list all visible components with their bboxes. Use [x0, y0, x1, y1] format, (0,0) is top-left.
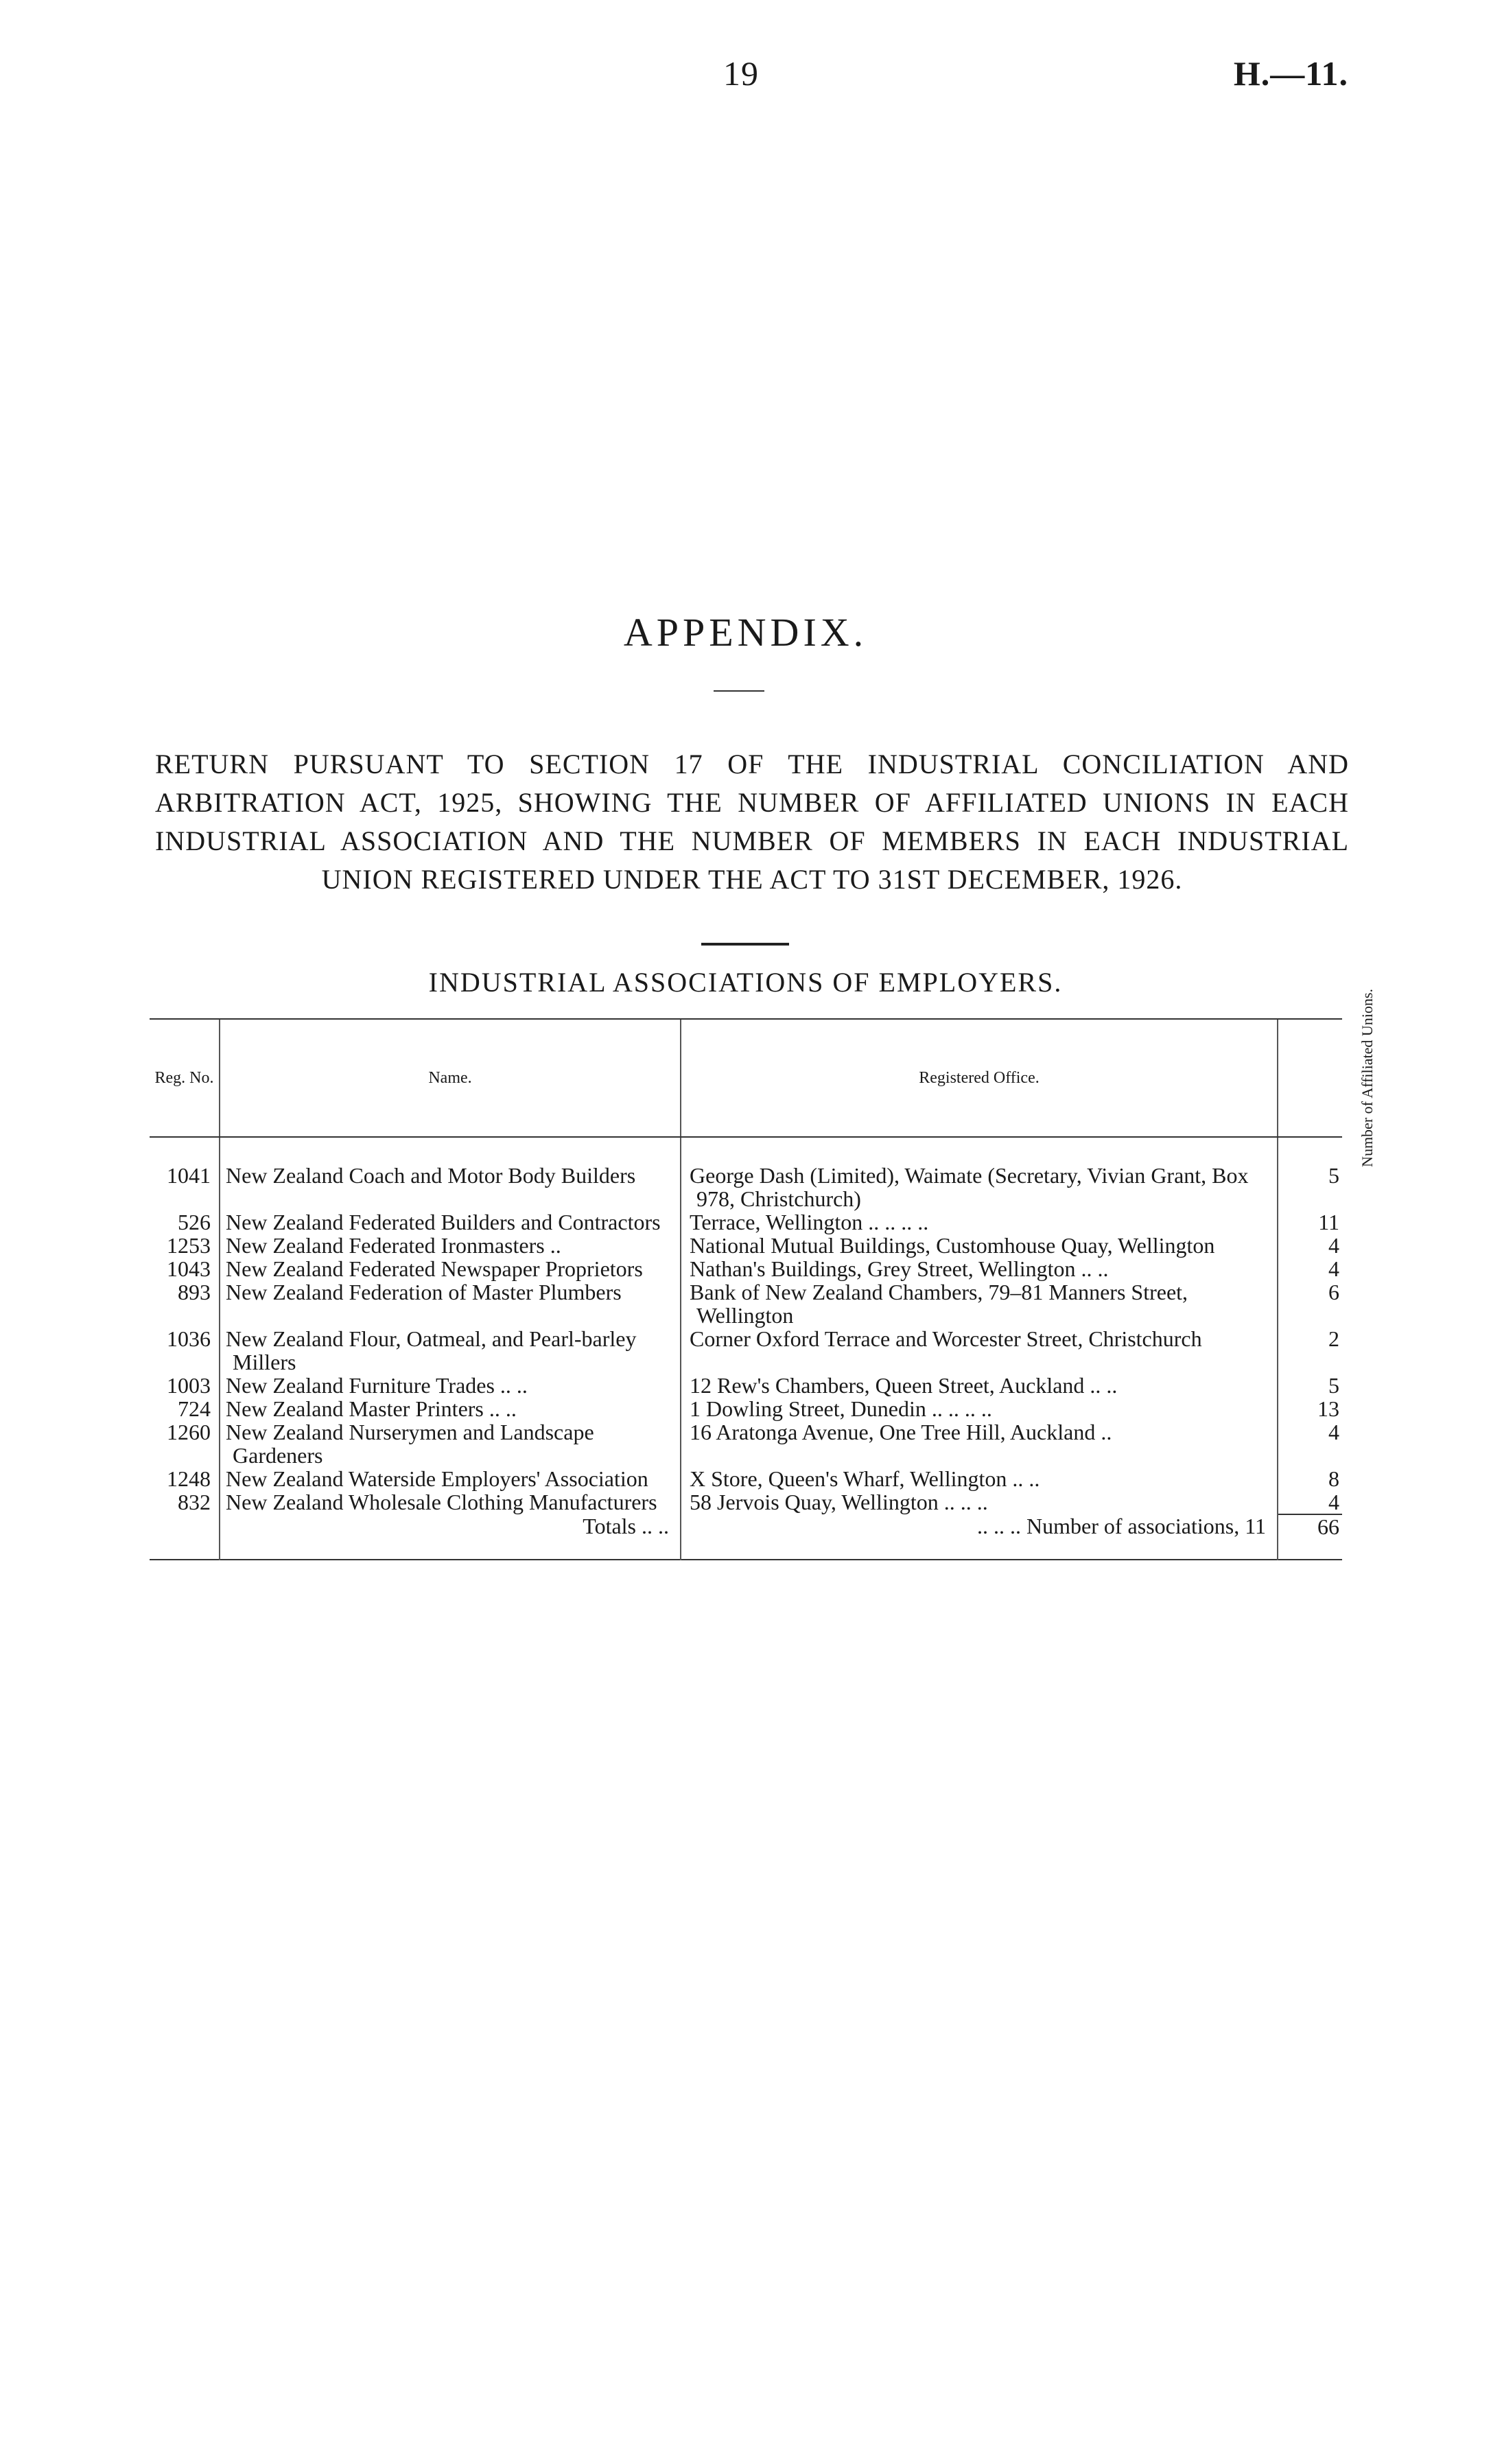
association-name: New Zealand Flour, Oatmeal, and Pearl-barley Millers: [220, 1327, 681, 1374]
affiliated-unions: 13: [1278, 1397, 1342, 1420]
reg-no: 526: [178, 1210, 211, 1234]
reg-no: 1043: [167, 1256, 211, 1281]
registered-office: 1 Dowling Street, Dunedin .. .. .. ..: [681, 1397, 1278, 1420]
association-name: New Zealand Coach and Motor Body Builders: [220, 1137, 681, 1210]
association-name: New Zealand Federation of Master Plumbers: [220, 1280, 681, 1327]
registered-office: George Dash (Limited), Waimate (Secretary, Vivian Grant, Box 978, Christchurch): [681, 1137, 1278, 1210]
association-name: New Zealand Nurserymen and Landscape Gardeners: [220, 1420, 681, 1467]
association-name: New Zealand Furniture Trades .. ..: [220, 1374, 681, 1397]
header-affiliated-label: Number of Affiliated Unions.: [1358, 989, 1376, 1167]
table-row: [150, 1257, 1342, 1280]
table-row: [150, 1137, 1342, 1210]
reg-no: 724: [178, 1396, 211, 1421]
totals-row: [150, 1514, 1342, 1560]
registered-office: Bank of New Zealand Chambers, 79–81 Manners Street, Wellington: [681, 1280, 1278, 1327]
reg-no: 1260: [167, 1420, 211, 1444]
totals-label: Totals .. ..: [220, 1514, 681, 1560]
reg-no: 1248: [167, 1466, 211, 1491]
header-affiliated-unions: [1278, 989, 1376, 1167]
reg-no: 1041: [167, 1163, 211, 1188]
registered-office: 58 Jervois Quay, Wellington .. .. ..: [681, 1490, 1278, 1514]
registered-office: Nathan's Buildings, Grey Street, Wellington .. ..: [681, 1257, 1278, 1280]
reg-no: 893: [178, 1280, 211, 1304]
registered-office: 12 Rew's Chambers, Queen Street, Auckland .. ..: [681, 1374, 1278, 1397]
association-name: New Zealand Master Printers .. ..: [220, 1397, 681, 1420]
associations-table: [150, 989, 1376, 1560]
header-reg-no: Reg. No.: [150, 1019, 220, 1137]
table-row: [150, 1420, 1342, 1467]
reg-no: 1253: [167, 1233, 211, 1258]
affiliated-unions: 4: [1278, 1420, 1342, 1467]
registered-office: Terrace, Wellington .. .. .. ..: [681, 1210, 1278, 1234]
affiliated-unions: 5: [1278, 1137, 1342, 1210]
association-name: New Zealand Federated Builders and Contractors: [220, 1210, 681, 1234]
affiliated-unions: 8: [1278, 1467, 1342, 1490]
affiliated-unions: 4: [1278, 1234, 1342, 1257]
reg-no: 1036: [167, 1326, 211, 1351]
section-title: INDUSTRIAL ASSOCIATIONS OF EMPLOYERS.: [428, 967, 1063, 998]
table-row: [150, 1467, 1342, 1490]
affiliated-unions: 4: [1278, 1490, 1342, 1514]
table-header-row: [150, 1019, 1342, 1137]
header-name: Name.: [220, 1019, 681, 1137]
return-heading: RETURN PURSUANT TO SECTION 17 OF THE INDUSTRIAL CONCILIATION AND ARBITRATION ACT, 1925, SHOWING THE NUMBER OF AFFILIATED UNIONS IN EACH INDUSTRIAL ASSOCIATION AND THE NUMBER OF MEMBERS IN EACH INDUSTRIAL UNION REGISTERED UNDER THE ACT TO 31ST DECEMBER, 1926.: [155, 749, 1349, 895]
registered-office: National Mutual Buildings, Customhouse Quay, Wellington: [681, 1234, 1278, 1257]
affiliated-unions: 5: [1278, 1374, 1342, 1397]
totals-office: .. .. .. Number of associations, 11: [681, 1514, 1278, 1560]
association-name: New Zealand Federated Ironmasters ..: [220, 1234, 681, 1257]
registered-office: X Store, Queen's Wharf, Wellington .. ..: [681, 1467, 1278, 1490]
table-row: [150, 1280, 1342, 1327]
association-name: New Zealand Waterside Employers' Association: [220, 1467, 681, 1490]
reg-no: 1003: [167, 1373, 211, 1398]
table-row: [150, 1210, 1342, 1234]
registered-office: Corner Oxford Terrace and Worcester Street, Christchurch: [681, 1327, 1278, 1374]
table-row: [150, 1374, 1342, 1397]
registered-office: 16 Aratonga Avenue, One Tree Hill, Auckland ..: [681, 1420, 1278, 1467]
association-name: New Zealand Wholesale Clothing Manufacturers: [220, 1490, 681, 1514]
affiliated-unions: 4: [1278, 1257, 1342, 1280]
header-office: Registered Office.: [681, 1019, 1278, 1137]
reg-no: 832: [178, 1490, 211, 1514]
affiliated-unions: 11: [1278, 1210, 1342, 1234]
totals-reg-empty: [150, 1514, 220, 1560]
affiliated-unions: 6: [1278, 1280, 1342, 1327]
divider: [714, 690, 764, 692]
document-code: H.—11.: [1233, 54, 1348, 93]
affiliated-unions: 2: [1278, 1327, 1342, 1374]
totals-affiliated-unions: 66: [1278, 1514, 1342, 1560]
association-name: New Zealand Federated Newspaper Proprietors: [220, 1257, 681, 1280]
table-row: [150, 1490, 1342, 1514]
table-row: [150, 1397, 1342, 1420]
divider: [701, 943, 789, 946]
appendix-title: APPENDIX.: [623, 610, 868, 655]
table-row: [150, 1234, 1342, 1257]
table-row: [150, 1327, 1342, 1374]
page-number: 19: [723, 54, 759, 93]
